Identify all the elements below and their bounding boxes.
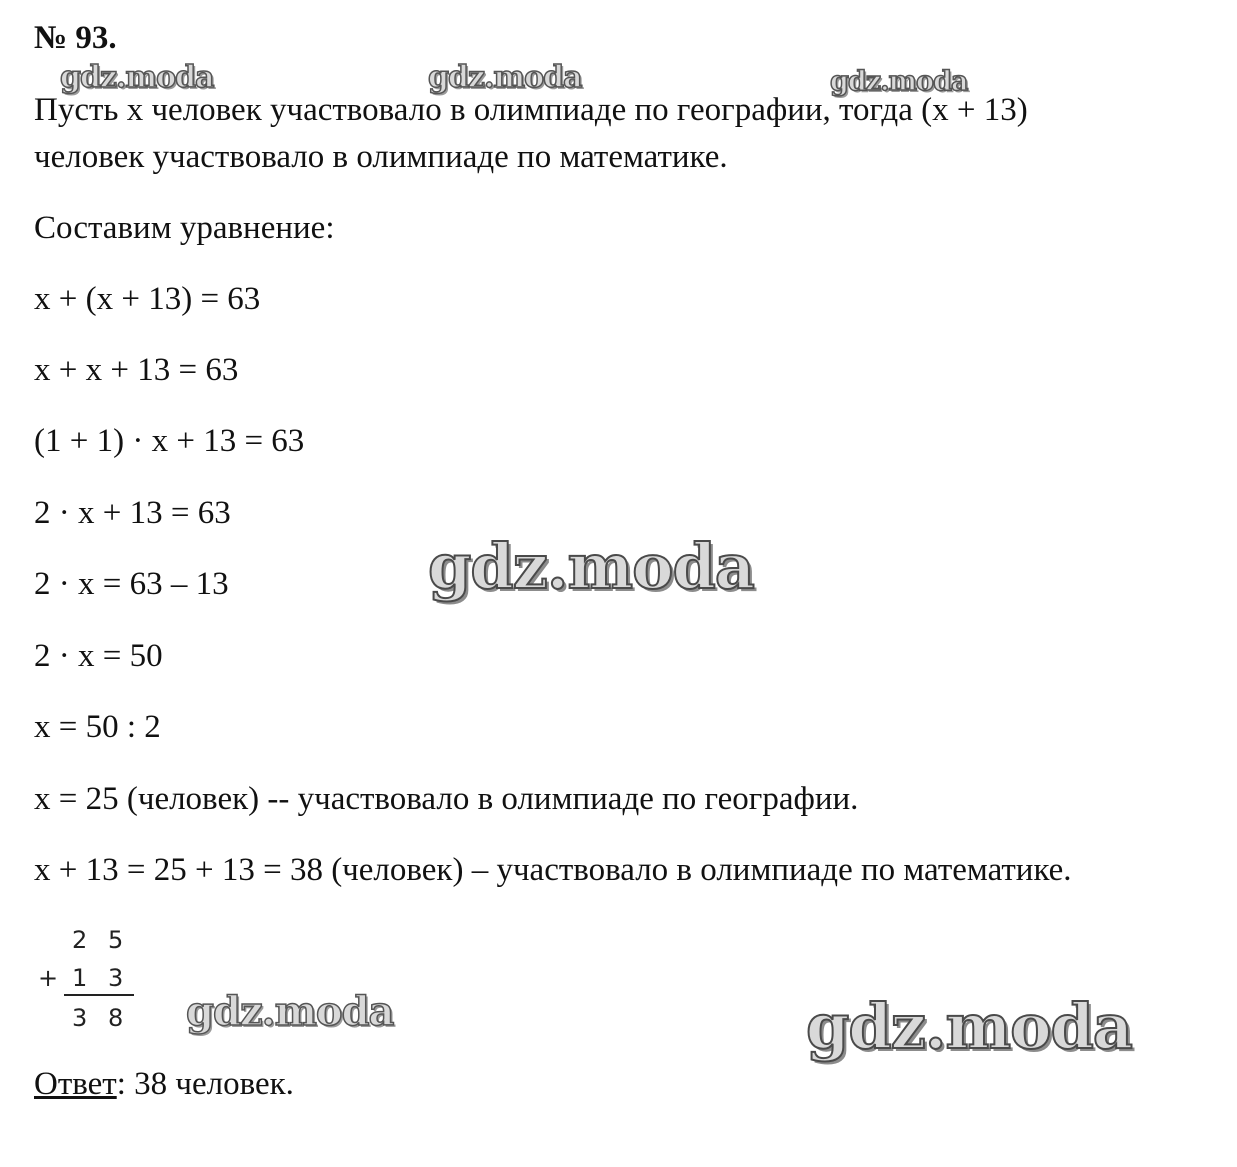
- page-title: № 93.: [34, 20, 117, 56]
- text-line: человек участвовало в олимпиаде по математике.: [34, 139, 728, 175]
- equation-line: (1 + 1) · x + 13 = 63: [34, 423, 305, 459]
- text-line: Составим уравнение:: [34, 210, 335, 246]
- addend-digit: 5: [108, 926, 124, 954]
- watermark: gdz.moda: [428, 530, 754, 603]
- addend-digit: 1: [72, 964, 88, 992]
- sum-digit: 3: [72, 1004, 88, 1032]
- answer-text: : 38 человек.: [116, 1066, 294, 1102]
- result-line: x = 25 (человек) -- участвовало в олимпиаде по географии.: [34, 781, 859, 817]
- equation-line: x + x + 13 = 63: [34, 352, 239, 388]
- watermark: gdz.moda: [428, 60, 582, 95]
- result-line: x + 13 = 25 + 13 = 38 (человек) – участвовало в олимпиаде по математике.: [34, 852, 1072, 888]
- equation-line: x = 50 : 2: [34, 709, 161, 745]
- equation-line: 2 · x = 50: [34, 638, 163, 674]
- watermark: gdz.moda: [60, 60, 214, 95]
- text-line: Пусть x человек участвовало в олимпиаде по географии, тогда (x + 13): [34, 92, 1028, 128]
- watermark: gdz.moda: [186, 988, 394, 1035]
- equation-line: 2 · x = 63 – 13: [34, 566, 229, 602]
- sum-rule: [64, 994, 134, 996]
- addend-digit: 2: [72, 926, 88, 954]
- equation-line: 2 · x + 13 = 63: [34, 495, 231, 531]
- equation-line: x + (x + 13) = 63: [34, 281, 261, 317]
- column-addition: [36, 922, 136, 1034]
- addend-digit: 3: [108, 964, 124, 992]
- answer-label: Ответ: [34, 1066, 117, 1102]
- watermark: gdz.moda: [830, 66, 968, 97]
- answer-line: [34, 1064, 294, 1104]
- sum-digit: 8: [108, 1004, 124, 1032]
- plus-sign: +: [38, 964, 59, 992]
- watermark: gdz.moda: [806, 990, 1132, 1063]
